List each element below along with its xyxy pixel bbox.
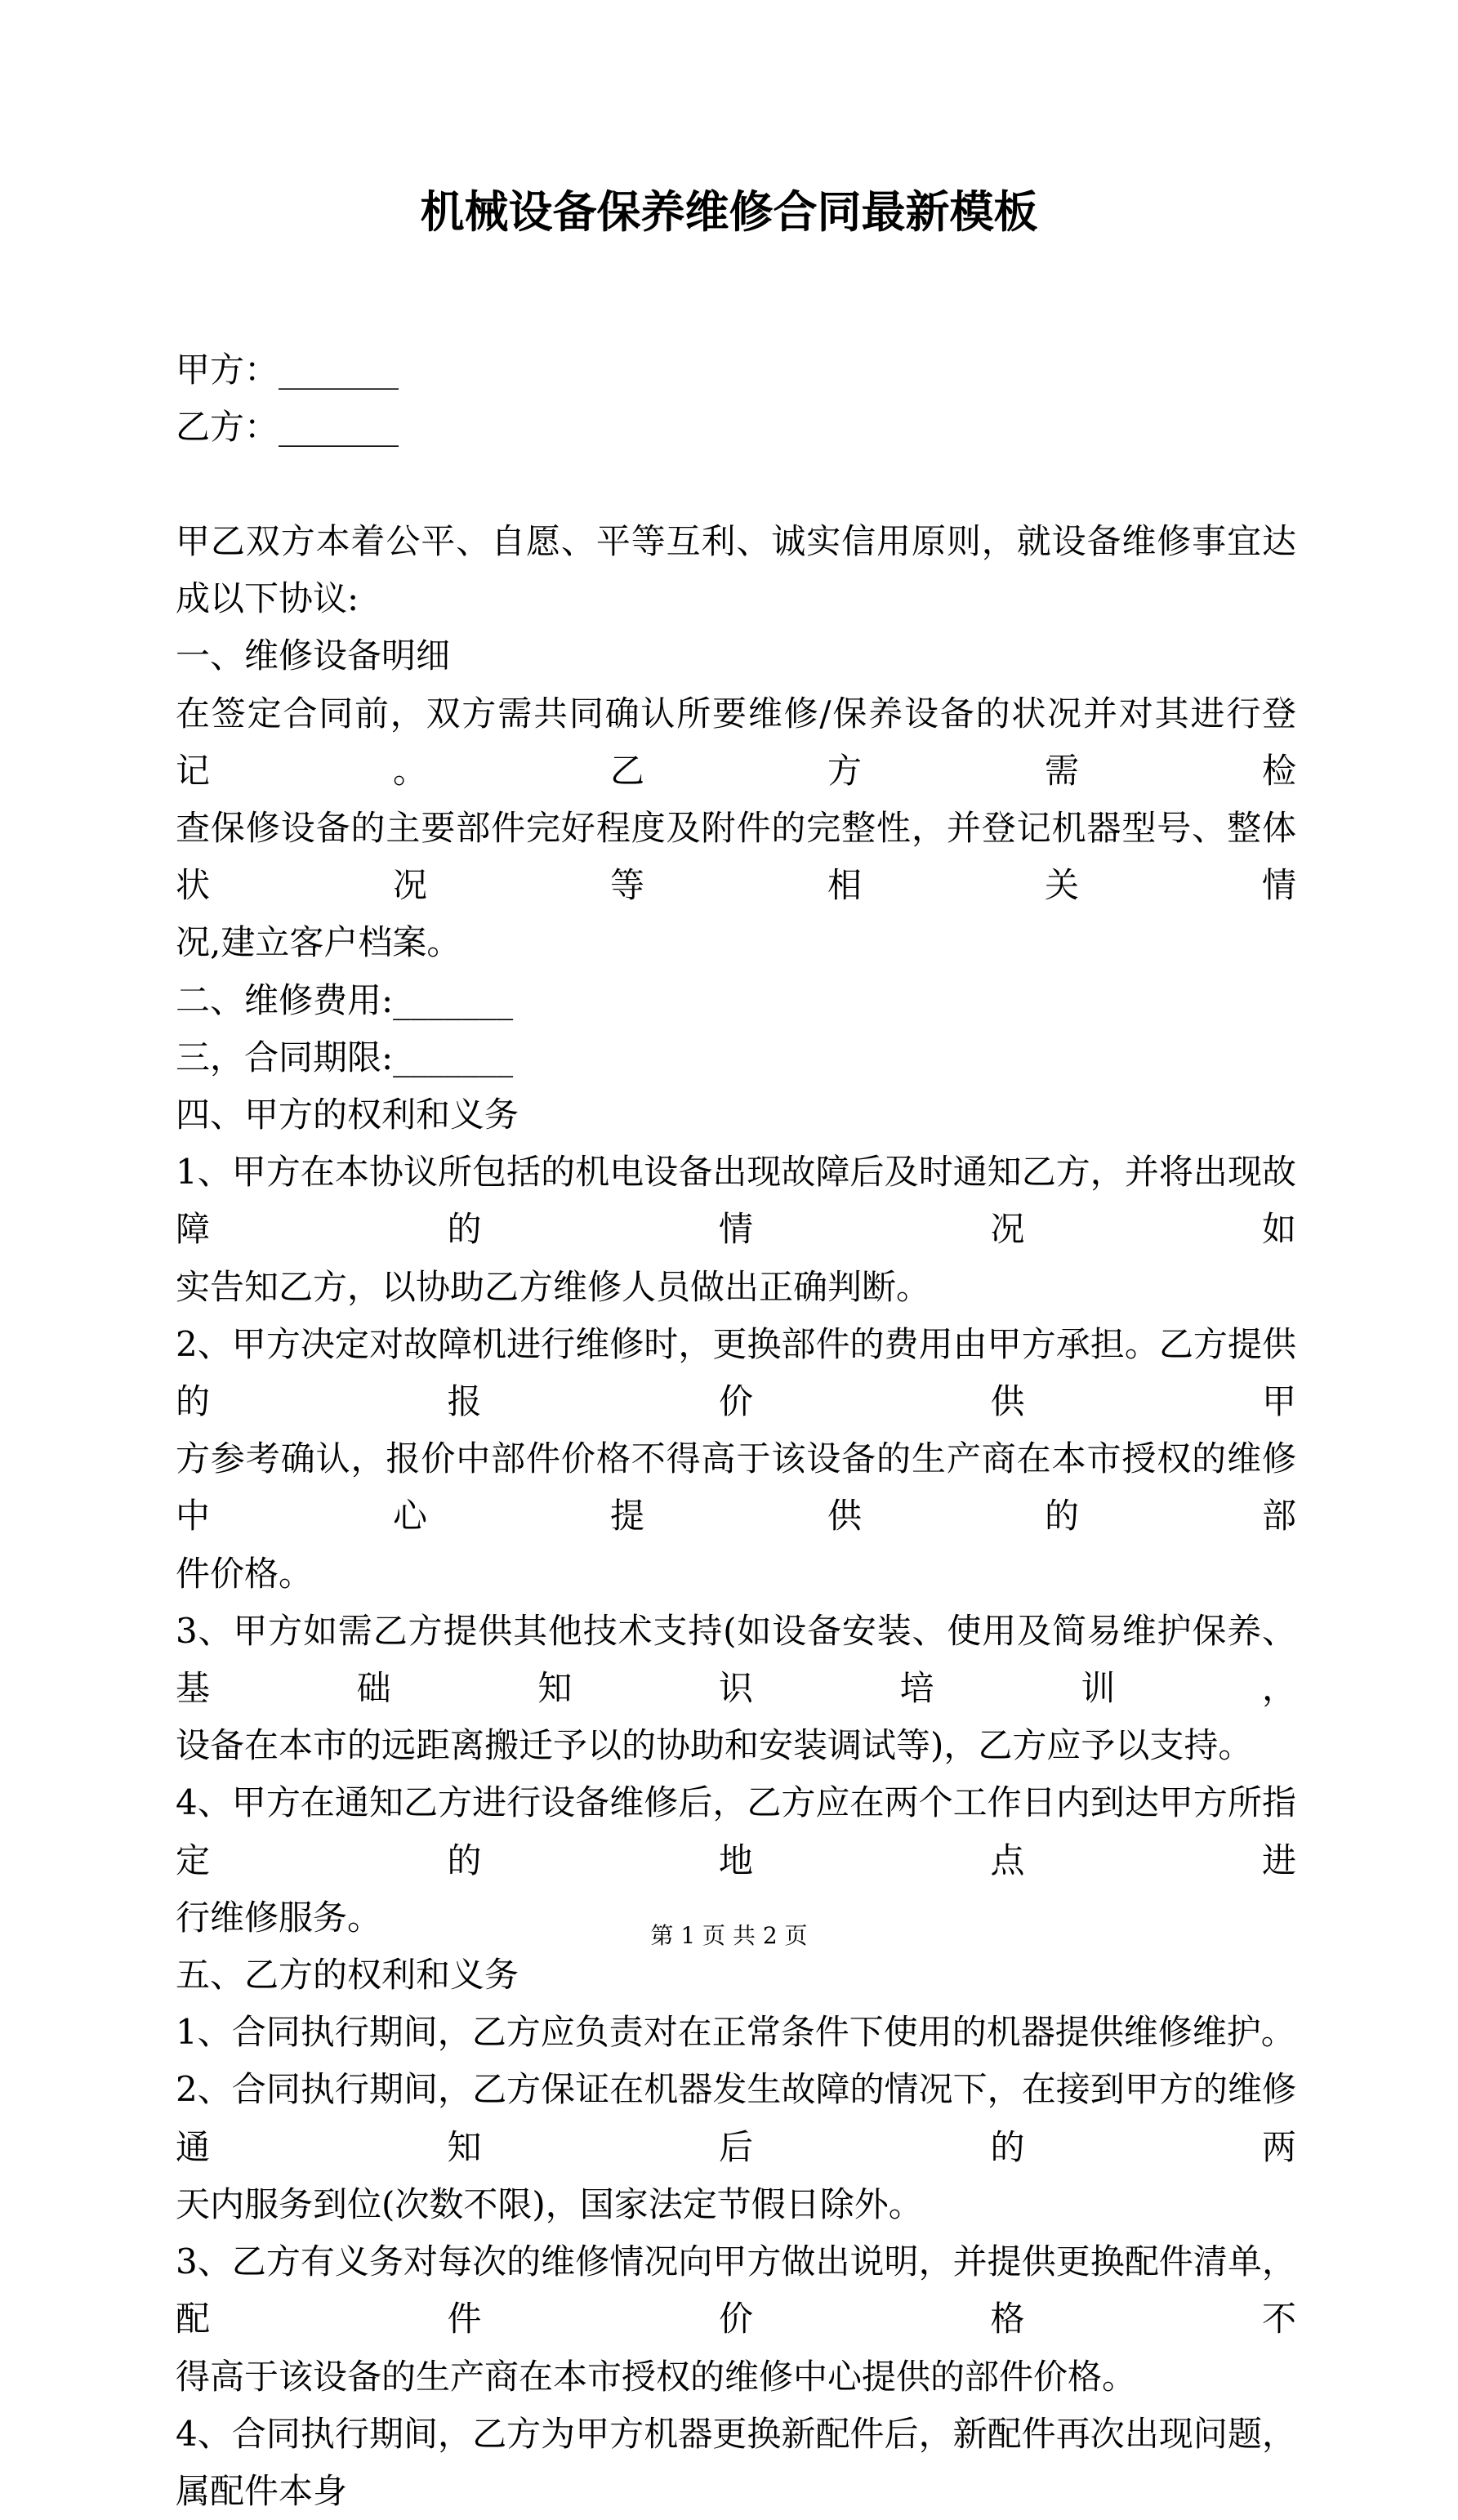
text-line: 查保修设备的主要部件完好程度及附件的完整性，并登记机器型号、整体状况等相关情 <box>176 808 1296 906</box>
paragraph <box>176 1029 1296 1086</box>
paragraph <box>176 513 1296 627</box>
text-line: 况,建立客户档案。 <box>176 922 461 963</box>
text-line: 甲乙双方本着公平、自愿、平等互利、诚实信用原则，就设备维修事宜达成以下协议: <box>176 521 1296 619</box>
party-b-field: 乙方：_______ <box>176 407 399 447</box>
text-line: 四、甲方的权利和义务 <box>176 1095 519 1135</box>
text-line: 3、甲方如需乙方提供其他技术支持(如设备安装、使用及简易维护保养、基础知识培训， <box>176 1610 1296 1709</box>
text-line: 1、甲方在本协议所包括的机电设备出现故障后及时通知乙方，并将出现故障的情况如 <box>176 1152 1296 1250</box>
paragraph <box>176 1603 1296 1775</box>
contract-body <box>176 513 1296 2520</box>
text-line: 在签定合同前，双方需共同确认所要维修/保养设备的状况并对其进行登记。乙方需检 <box>176 693 1296 791</box>
text-line: 件价格。 <box>176 1553 314 1594</box>
paragraph <box>176 1144 1296 1316</box>
text-line: 二、维修费用:_______ <box>176 979 514 1020</box>
paragraph <box>176 1947 1296 2004</box>
page-number: 第 1 页 共 2 页 <box>650 1922 808 1949</box>
paragraph <box>176 1086 1296 1144</box>
paragraph <box>176 2061 1296 2233</box>
text-line: 行维修服务。 <box>176 1897 382 1938</box>
text-line: 实告知乙方，以协助乙方维修人员做出正确判断。 <box>176 1266 931 1307</box>
text-line: 设备在本市的远距离搬迁予以的协助和安装调试等)，乙方应予以支持。 <box>176 1725 1253 1766</box>
text-line: 天内服务到位(次数不限)，国家法定节假日除外。 <box>176 2183 923 2224</box>
text-line: 方参考确认，报价中部件价格不得高于该设备的生产商在本市授权的维修中心提供的部 <box>176 1438 1296 1537</box>
text-line: 1、合同执行期间，乙方应负责对在正常条件下使用的机器提供维修维护。 <box>176 2012 1295 2053</box>
paragraph <box>176 2406 1296 2520</box>
document-title: 机械设备保养维修合同最新模板 <box>420 185 1038 238</box>
paragraph <box>176 685 1296 972</box>
text-line: 4、合同执行期间，乙方为甲方机器更换新配件后，新配件再次出现问题，属配件本身 <box>176 2413 1296 2511</box>
text-line: 2、甲方决定对故障机进行维修时，更换部件的费用由甲方承担。乙方提供的报价供甲 <box>176 1323 1296 1422</box>
text-line: 一、维修设备明细 <box>176 636 451 676</box>
paragraph <box>176 2004 1296 2061</box>
paragraph <box>176 1316 1296 1603</box>
paragraph <box>176 627 1296 685</box>
text-line: 三，合同期限:_______ <box>176 1037 514 1077</box>
text-line: 4、甲方在通知乙方进行设备维修后，乙方应在两个工作日内到达甲方所指定的地点进 <box>176 1782 1296 1880</box>
party-a-field: 甲方：_______ <box>176 350 399 390</box>
text-line: 得高于该设备的生产商在本市授权的维修中心提供的部件价格。 <box>176 2356 1137 2397</box>
paragraph <box>176 972 1296 1029</box>
text-line: 2、合同执行期间，乙方保证在机器发生故障的情况下，在接到甲方的维修通知后的两 <box>176 2069 1296 2167</box>
text-line: 五、乙方的权利和义务 <box>176 1955 519 1996</box>
text-line: 3、乙方有义务对每次的维修情况向甲方做出说明，并提供更换配件清单，配件价格不 <box>176 2241 1296 2339</box>
paragraph <box>176 2233 1296 2406</box>
